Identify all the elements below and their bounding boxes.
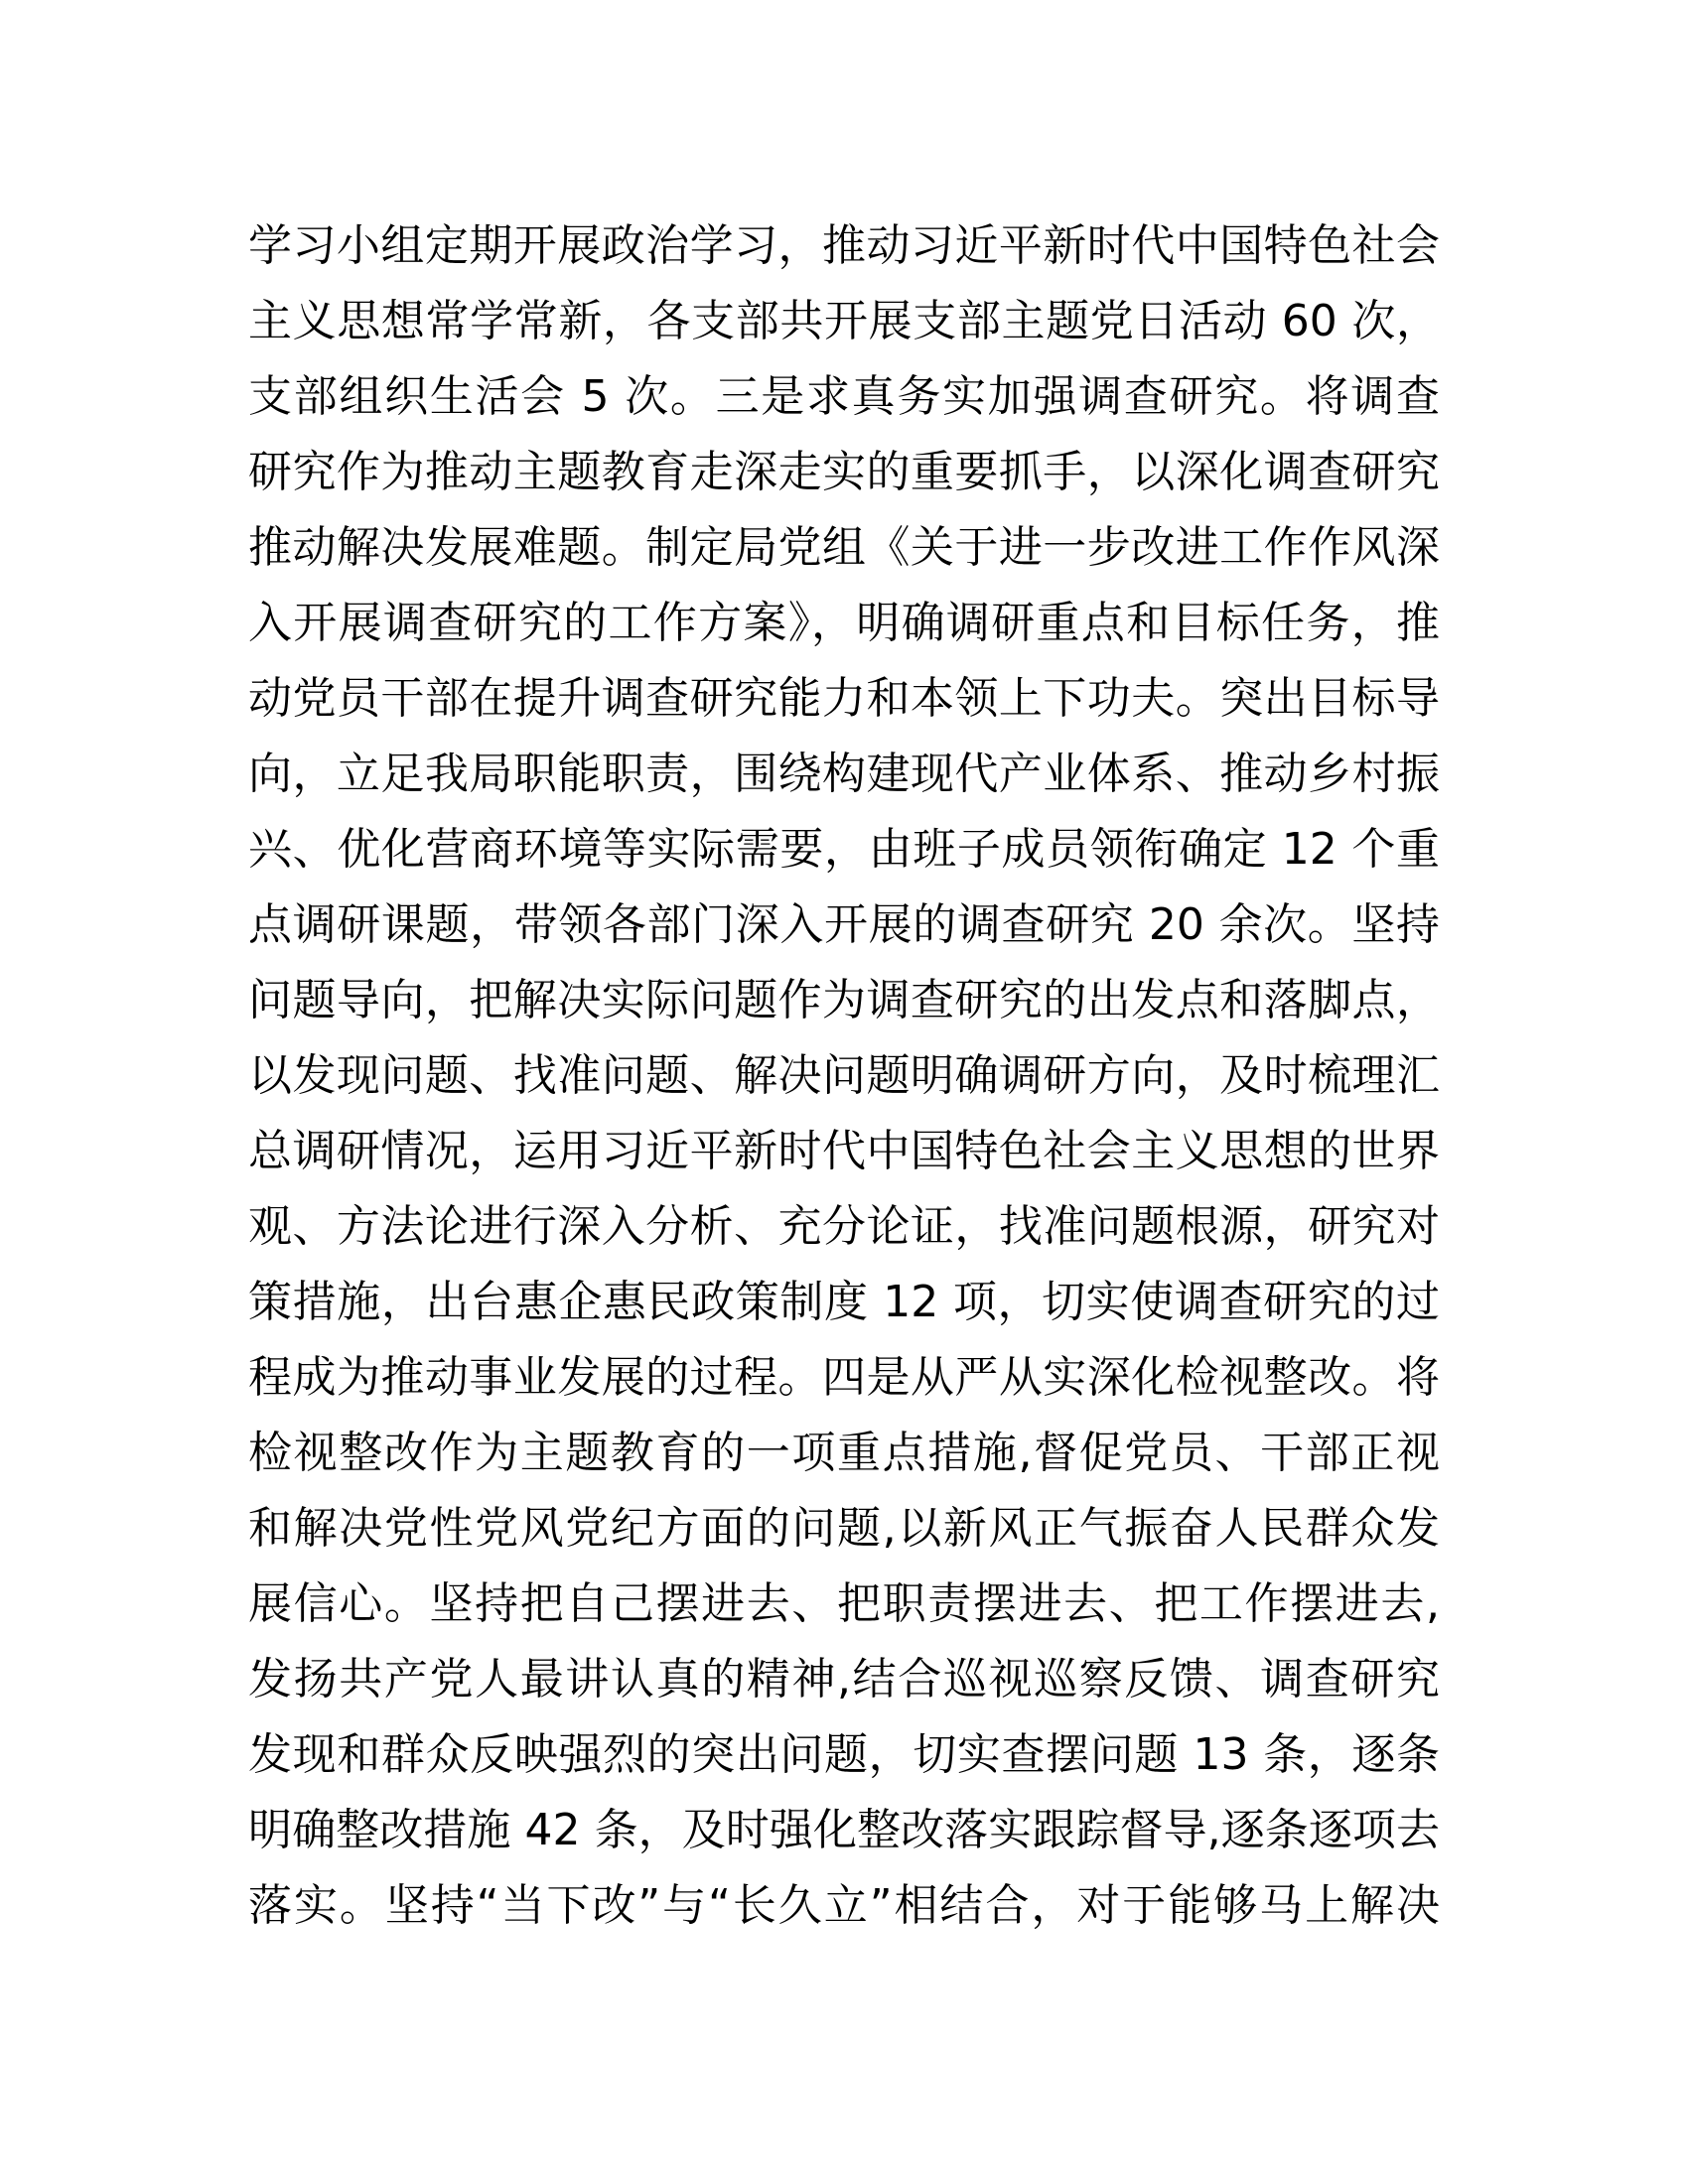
text-line: 支部组织生活会 5 次。三是求真务实加强调查研究。将调查: [248, 371, 1440, 422]
text-line: 学习小组定期开展政治学习，推动习近平新时代中国特色社会: [248, 220, 1440, 271]
text-line: 点调研课题，带领各部门深入开展的调查研究 20 余次。坚持: [248, 899, 1440, 950]
text-line: 落实。坚持“当下改”与“长久立”相结合，对于能够马上解决: [248, 1880, 1440, 1931]
text-line: 推动解决发展难题。制定局党组《关于进一步改进工作作风深: [248, 522, 1440, 573]
body-text: [248, 208, 1440, 1944]
text-line: 总调研情况，运用习近平新时代中国特色社会主义思想的世界: [248, 1126, 1440, 1176]
text-line: 发扬共产党人最讲认真的精神,结合巡视巡察反馈、调查研究: [248, 1654, 1440, 1705]
text-line: 策措施，出台惠企惠民政策制度 12 项，切实使调查研究的过: [248, 1277, 1440, 1327]
text-line: 兴、优化营商环境等实际需要，由班子成员领衔确定 12 个重: [248, 824, 1440, 875]
text-line: 问题导向，把解决实际问题作为调查研究的出发点和落脚点，: [248, 975, 1440, 1025]
text-line: 明确整改措施 42 条，及时强化整改落实跟踪督导,逐条逐项去: [248, 1805, 1440, 1855]
text-line: 以发现问题、找准问题、解决问题明确调研方向，及时梳理汇: [248, 1050, 1440, 1101]
text-line: 发现和群众反映强烈的突出问题，切实查摆问题 13 条，逐条: [248, 1729, 1440, 1780]
text-line: 观、方法论进行深入分析、充分论证，找准问题根源，研究对: [248, 1201, 1440, 1252]
text-line: 动党员干部在提升调查研究能力和本领上下功夫。突出目标导: [248, 673, 1440, 724]
text-line: 研究作为推动主题教育走深走实的重要抓手，以深化调查研究: [248, 447, 1440, 497]
text-line: 程成为推动事业发展的过程。四是从严从实深化检视整改。将: [248, 1352, 1440, 1403]
text-line: 主义思想常学常新，各支部共开展支部主题党日活动 60 次，: [248, 296, 1440, 346]
text-line: 向，立足我局职能职责，围绕构建现代产业体系、推动乡村振: [248, 749, 1440, 799]
text-line: 和解决党性党风党纪方面的问题,以新风正气振奋人民群众发: [248, 1503, 1440, 1554]
text-line: 检视整改作为主题教育的一项重点措施,督促党员、干部正视: [248, 1428, 1440, 1478]
text-line: 入开展调查研究的工作方案》，明确调研重点和目标任务，推: [248, 598, 1440, 648]
text-line: 展信心。坚持把自己摆进去、把职责摆进去、把工作摆进去,: [248, 1578, 1440, 1629]
